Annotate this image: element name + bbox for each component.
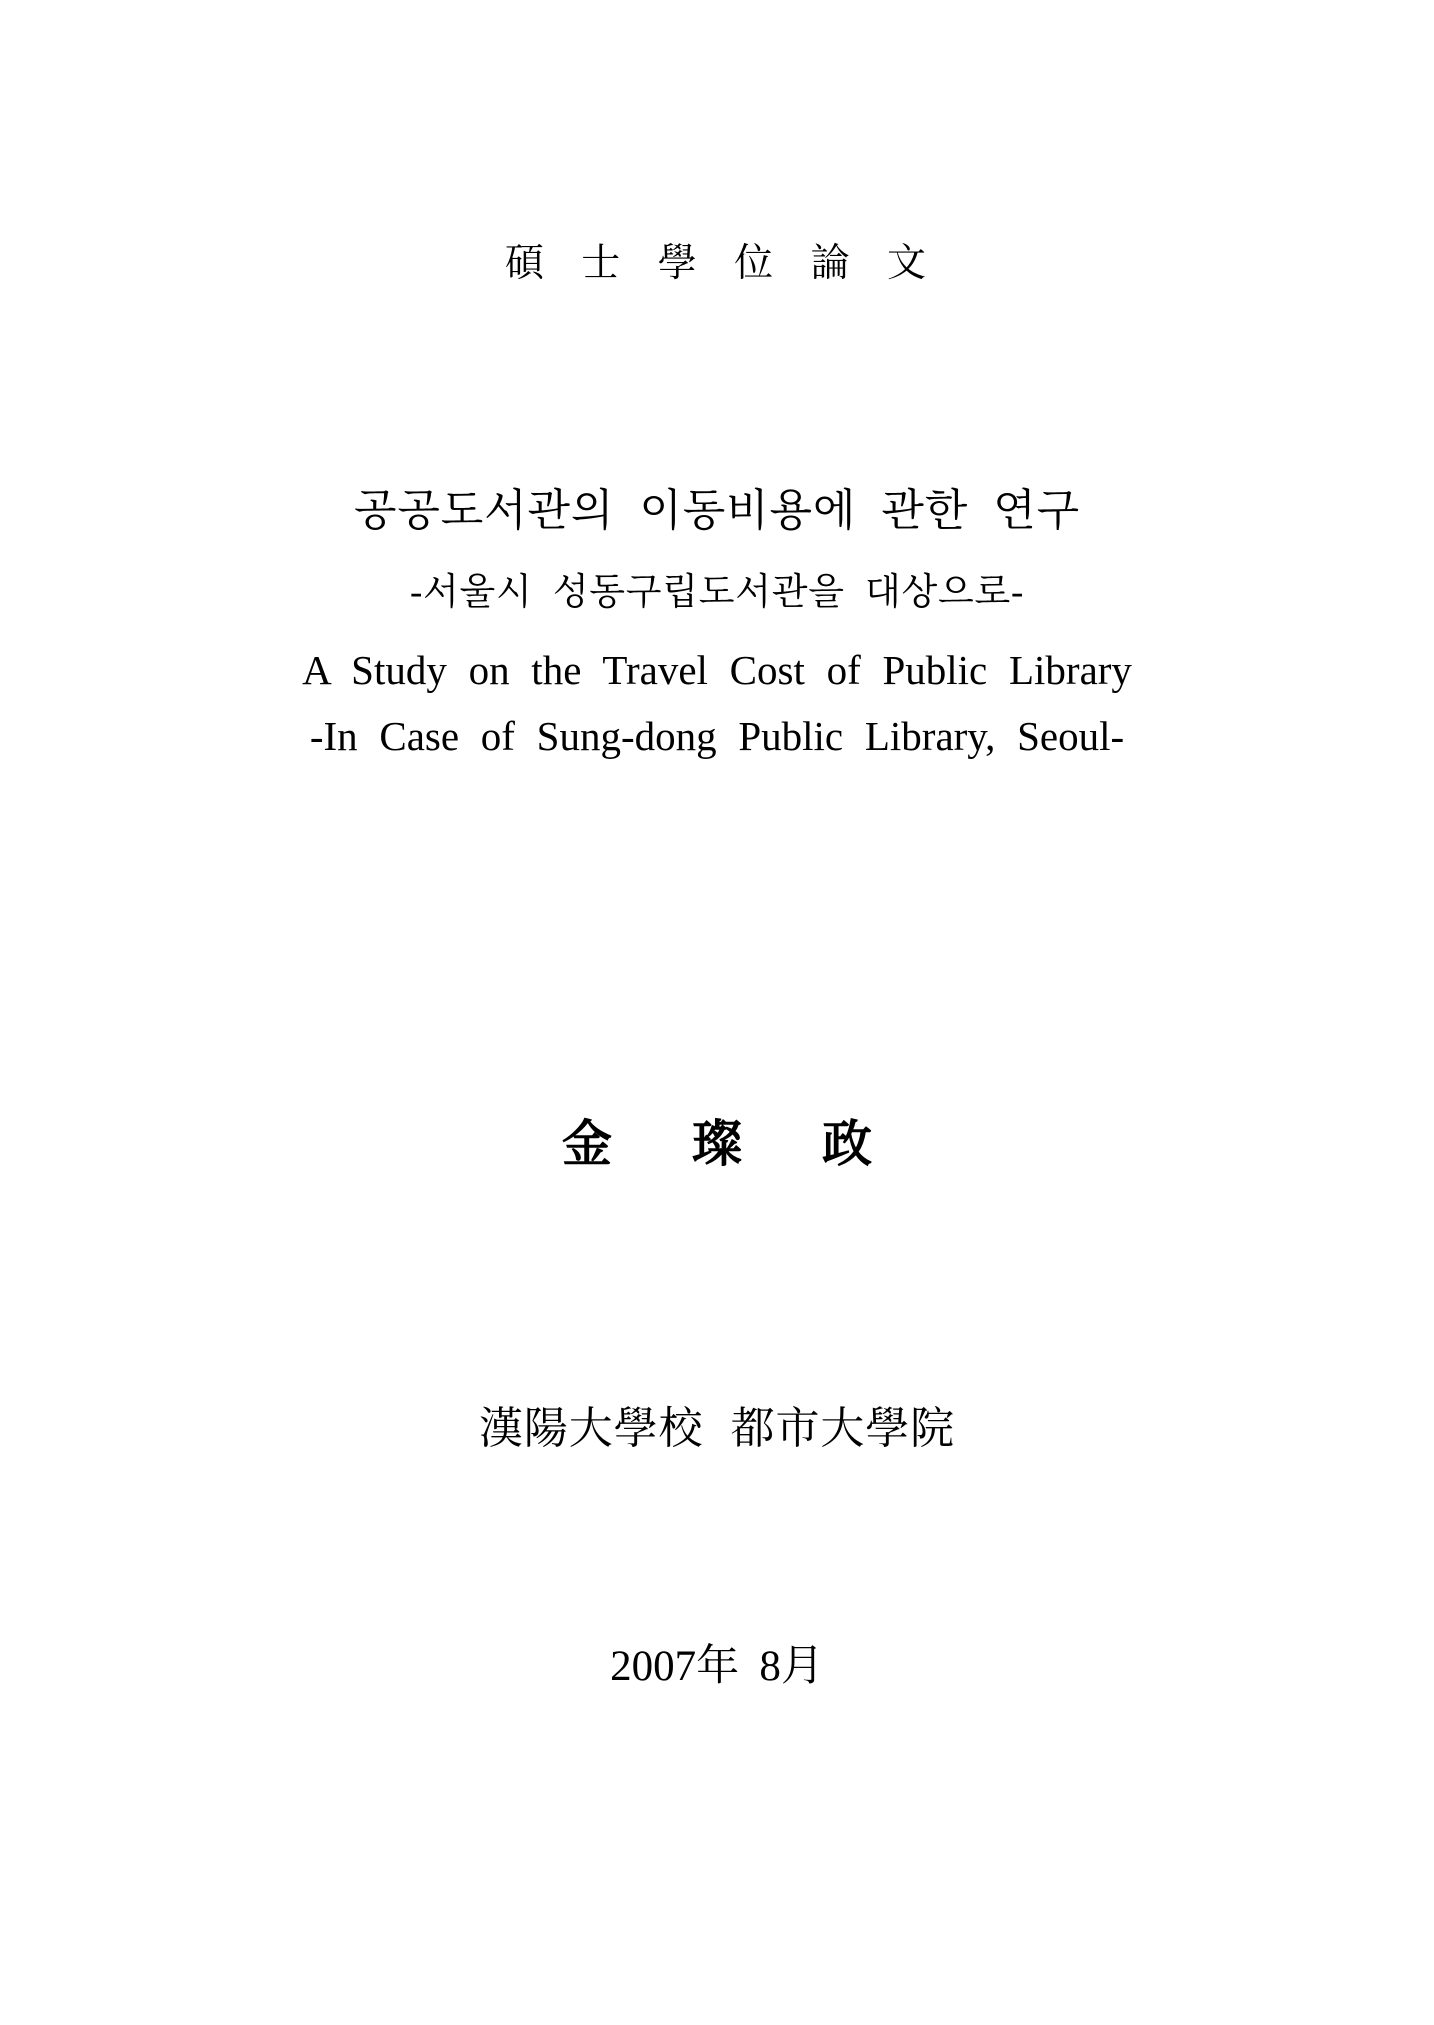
institution-name: 漢陽大學校 都市大學院: [478, 1404, 956, 1453]
publication-date: 2007年 8月: [610, 1643, 824, 1690]
english-title-line1: A Study on the Travel Cost of Public Library: [302, 647, 1132, 693]
thesis-type-label: 碩 士 學 位 論 文: [504, 242, 930, 285]
english-title-line2: -In Case of Sung-dong Public Library, Seoul-: [309, 713, 1125, 759]
author-name: 金 璨 政: [562, 1116, 872, 1172]
korean-subtitle: -서울시 성동구립도서관을 대상으로-: [409, 572, 1025, 613]
korean-title: 공공도서관의 이동비용에 관한 연구: [354, 486, 1080, 535]
